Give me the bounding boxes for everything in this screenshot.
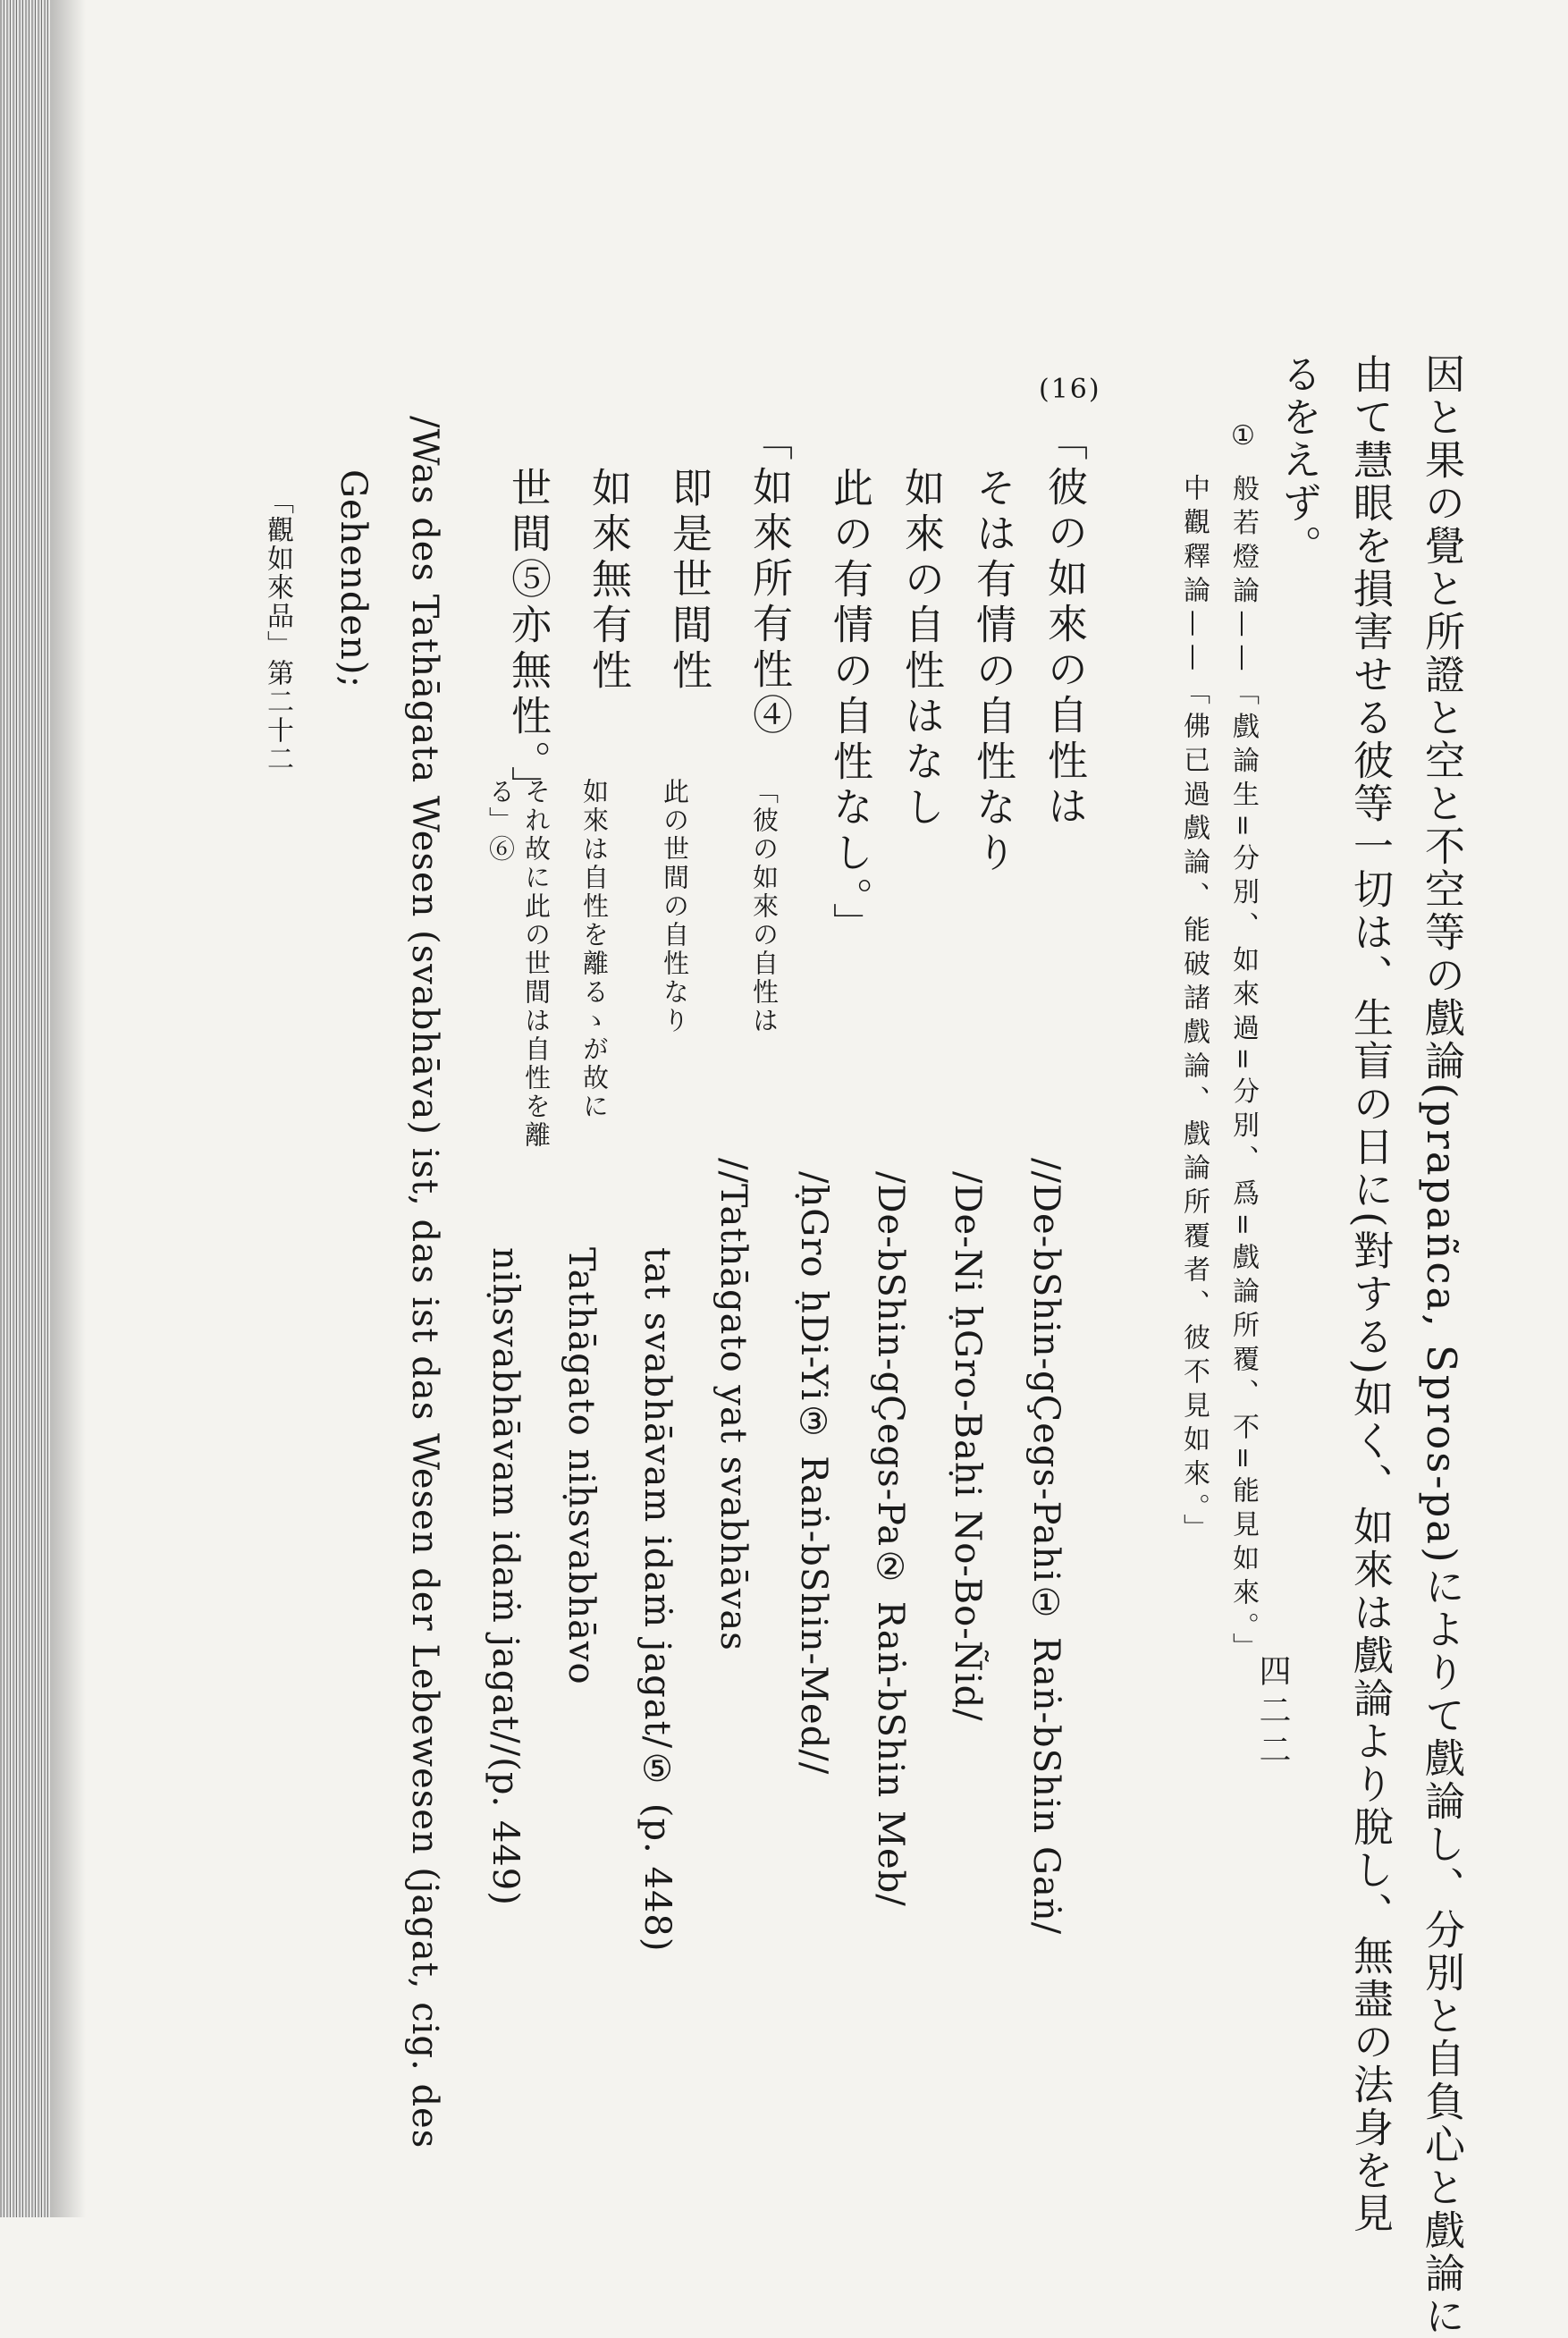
- tibetan-line-2: /De-Ni ḥGro-Baḥi No-Bo-Ñid/: [947, 1171, 988, 1722]
- verse-number: (16): [1039, 374, 1101, 405]
- verse-line-4: 此の有情の自性なし。」: [826, 467, 873, 949]
- verse-line-6: 即是世間性: [665, 467, 712, 695]
- sanskrit-line-2: tat svabhāvam idaṁ jagat/⑤ (p. 448): [636, 1247, 678, 1953]
- verse-translation-4: それ故に此の世間は自性を離: [521, 778, 552, 1150]
- tibetan-line-1: //De-bShin-gÇegs-Pahi① Raṅ-bShin Gaṅ/: [1025, 1158, 1066, 1936]
- book-binding-shadow: [0, 0, 50, 2217]
- sanskrit-line-1: //Tathāgato yat svabhāvas: [712, 1158, 754, 1651]
- chapter-footer: 「觀如來品」第二十二: [262, 487, 293, 773]
- verse-line-2: そは有情の自性なり: [969, 467, 1016, 877]
- sanskrit-line-3: Tathāgato niḥsvabhāvo: [561, 1247, 602, 1685]
- verse-translation-5: る」⑥: [485, 778, 516, 864]
- note-line-2: 中觀釋論——「佛已過戲論、能破諸戲論、戲論所覆者、彼不見如來。」: [1178, 474, 1210, 1548]
- verse-line-8: 世間⑤亦無性。」: [504, 467, 552, 812]
- sanskrit-line-4: niḥsvabhāvam idaṁ jagat//(p. 449): [485, 1247, 526, 1906]
- note-line-1: ① 般若燈論——「戲論生=分別、如來過=分別、爲=戲論所覆、不=能見如來。」: [1227, 420, 1259, 1667]
- book-binding-gradient: [50, 0, 86, 2217]
- verse-line-1: 「彼の如來の自性は: [1041, 420, 1088, 831]
- tibetan-line-3: /De-bShin-gÇegs-Pa② Raṅ-bShin Meb/: [870, 1171, 911, 1907]
- paragraph-line-1: 因と果の覺と所證と空と不空等の戲論(prapañca, Spros-pa)によりて戲論し、分別と自負心と戲論に: [1418, 353, 1465, 2338]
- verse-translation-1: 「彼の如來の自性は: [749, 778, 780, 1035]
- tibetan-line-4: /ḥGro ḥDi-Yi③ Raṅ-bShin-Med//: [793, 1171, 834, 1776]
- german-line-1: /Was des Tathāgata Wesen (svabhāva) ist, das ist das Wesen der Lebewesen (jagat, cig. des: [404, 416, 445, 2149]
- verse-line-5: 「如來所有性④: [746, 420, 793, 739]
- paragraph-line-3: るをえず。: [1275, 353, 1322, 568]
- paragraph-line-2: 由て慧眼を損害せる彼等一切は、生盲の日に(對する)如く、如來は戲論より脫し、無盡の法身を見: [1346, 353, 1394, 2236]
- page-number: 四二二: [1254, 1654, 1291, 1772]
- german-line-2: Gehenden);: [333, 469, 374, 688]
- verse-line-3: 如來の自性はなし: [898, 467, 945, 831]
- verse-translation-3: 如來は自性を離るゝが故に: [579, 778, 610, 1121]
- verse-line-7: 如來無有性: [585, 467, 632, 695]
- verse-translation-2: 此の世間の自性なり: [660, 778, 690, 1035]
